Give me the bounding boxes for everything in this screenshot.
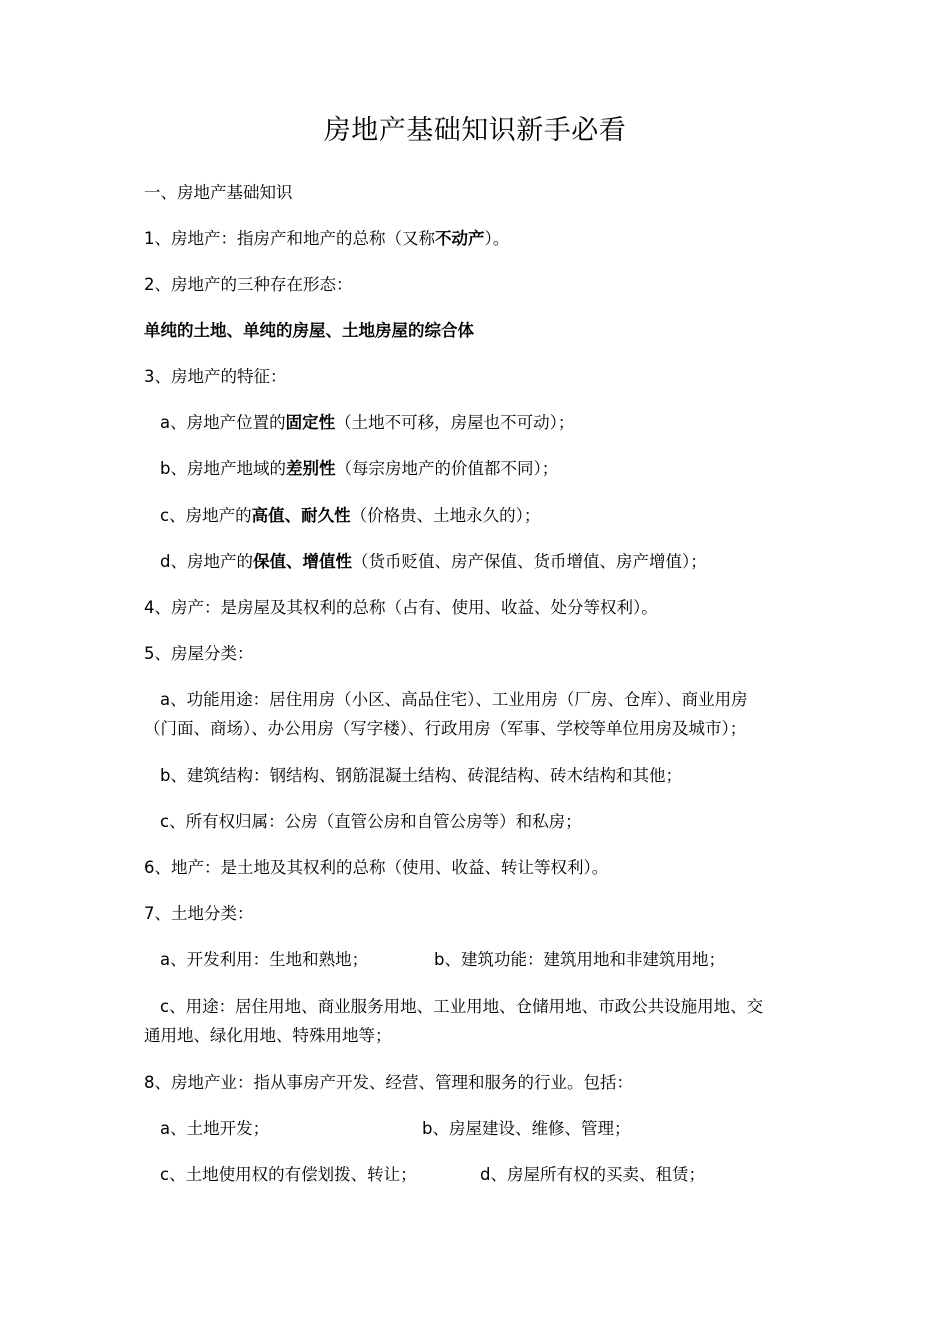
item-3b-end: （每宗房地产的价值都不同）； [335,459,559,478]
item-3a-end: （土地不可移，房屋也不可动）； [335,413,575,432]
section-heading: 一、房地产基础知识 [144,183,293,202]
item-5a-line-1: a、功能用途：居住用房（小区、高品住宅）、工业用房（厂房、仓库）、商业用房 [160,690,748,709]
item-3d-bold: 保值、增值性 [252,552,352,571]
item-3b-text: b、房地产地域的 [160,459,286,478]
item-1-text: 1、房地产：指房产和地产的总称（又称 [144,229,435,248]
document-title: 房地产基础知识新手必看 [323,115,627,146]
item-3d-end: （货币贬值、房产保值、货币增值、房产增值）； [351,552,707,571]
item-3c [160,504,540,528]
item-8: 8、房地产业：指从事房产开发、经营、管理和服务的行业。包括： [144,1073,633,1092]
item-3d [160,550,707,574]
item-8d: d、房屋所有权的买卖、租赁； [480,1165,705,1184]
item-8a: a、土地开发； [160,1119,270,1138]
item-4: 4、房产：是房屋及其权利的总称（占有、使用、收益、处分等权利）。 [144,598,658,617]
item-3a [160,411,574,435]
item-8c: c、土地使用权的有偿划拨、转让； [160,1165,417,1184]
item-5c: c、所有权归属：公房（直管公房和自管公房等）和私房； [160,812,582,831]
item-3c-text: c、房地产的 [160,506,252,525]
item-5a-line-2: （门面、商场）、办公用房（写字楼）、行政用房（军事、学校等单位用房及城市）； [144,719,747,738]
item-3b [160,457,558,481]
item-1 [144,227,509,251]
item-7a: a、开发利用：生地和熟地； [160,950,369,969]
item-3c-bold: 高值、耐久性 [251,506,351,525]
item-3d-text: d、房地产的 [160,552,253,571]
item-7c-line-2: 通用地、绿化用地、特殊用地等； [144,1026,392,1045]
item-2-forms: 单纯的土地、单纯的房屋、土地房屋的综合体 [144,321,474,340]
item-3: 3、房地产的特征： [144,367,287,386]
item-7c-line-1: c、用途：居住用地、商业服务用地、工业用地、仓储用地、市政公共设施用地、交 [160,997,764,1016]
item-5b: b、建筑结构：钢结构、钢筋混凝土结构、砖混结构、砖木结构和其他； [160,766,682,785]
item-2: 2、房地产的三种存在形态： [144,275,353,294]
item-7b: b、建筑功能：建筑用地和非建筑用地； [434,950,725,969]
item-3b-bold: 差别性 [285,459,336,478]
item-3a-bold: 固定性 [285,413,336,432]
item-6: 6、地产：是土地及其权利的总称（使用、收益、转让等权利）。 [144,858,609,877]
item-3a-text: a、房地产位置的 [160,413,286,432]
item-3c-end: （价格贵、土地永久的）； [350,506,541,525]
item-8b: b、房屋建设、维修、管理； [422,1119,631,1138]
item-1-end: ）。 [484,229,510,248]
item-7: 7、土地分类： [144,904,254,923]
item-1-bold: 不动产 [435,229,485,248]
item-5: 5、房屋分类： [144,644,254,663]
